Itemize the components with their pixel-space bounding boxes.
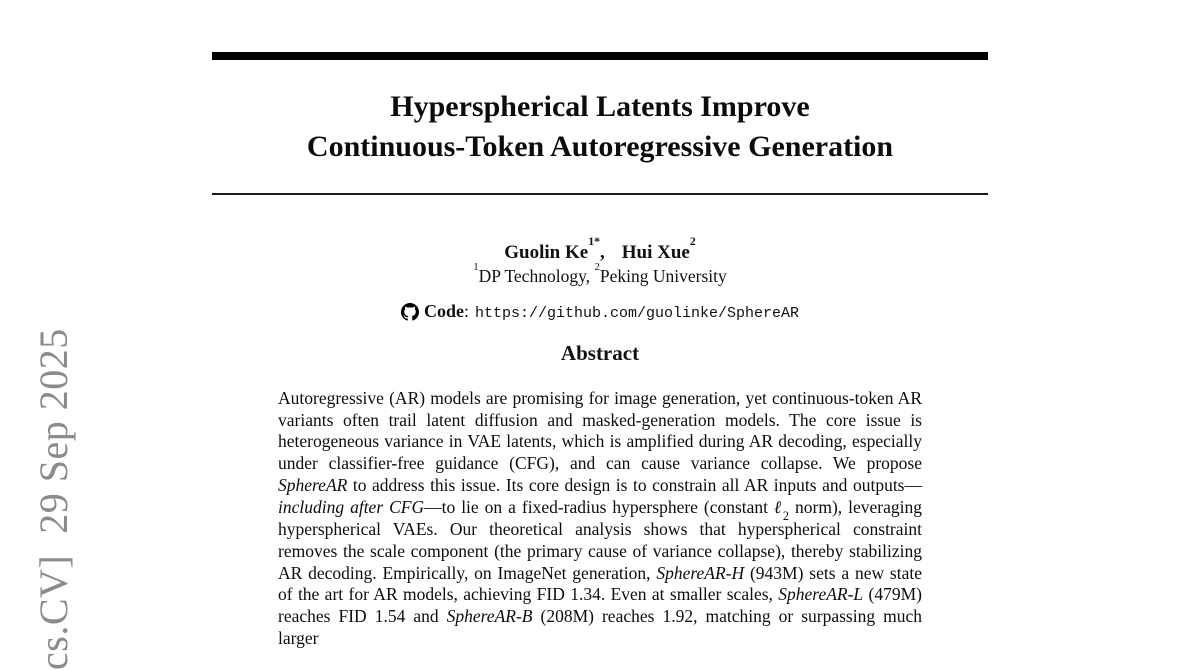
code-url[interactable]: https://github.com/guolinke/SphereAR	[474, 305, 800, 322]
affiliation-superscript: 2	[594, 261, 600, 274]
arxiv-watermark: cs.CV] 29 Sep 2025	[31, 328, 76, 670]
affiliation-text: DP Technology,	[478, 266, 595, 286]
abstract-segment: Autoregressive (AR) models are promising for image generation, yet continuous-token AR variants often trail latent diffusion and masked-generation models. The core issue is heterogeneous variance in VAE latents, which is amplified during AR decoding, especially under classifier-free guidance (CFG), and can cause variance collapse. We propose	[278, 388, 922, 474]
title-rule	[212, 193, 988, 195]
code-separator: :	[463, 301, 469, 321]
code-line	[212, 300, 988, 325]
author-separator: ,	[599, 242, 605, 263]
abstract-segment-italic: SphereAR-B	[446, 606, 533, 627]
abstract-segment: (479M) reaches FID 1.54 and	[278, 584, 922, 627]
author-name: Guolin Ke	[504, 242, 589, 263]
abstract-heading: Abstract	[560, 341, 640, 365]
author-superscript: 1*	[588, 235, 600, 249]
paper-page	[212, 0, 988, 649]
author-name: Hui Xue	[621, 242, 690, 263]
abstract-segment: to address this issue. Its core design is to constrain all AR inputs and outputs—	[347, 474, 922, 495]
affiliation-superscript: 1	[473, 261, 479, 274]
abstract-segment: (208M) reaches 1.92, matching or surpassing much larger	[278, 606, 922, 648]
paper-title	[212, 87, 988, 167]
abstract-segment-italic: SphereAR	[278, 474, 348, 495]
abstract-segment-italic: SphereAR-L	[778, 584, 864, 605]
title-line-1: Hyperspherical Latents Improve	[390, 90, 810, 123]
abstract-segment-italic: including after CFG	[278, 496, 425, 517]
affiliation-text: Peking University	[599, 266, 727, 286]
abstract-paragraph	[278, 388, 922, 649]
github-icon	[401, 303, 419, 321]
author-superscript: 2	[689, 235, 696, 249]
authors-line	[212, 235, 988, 264]
abstract-segment: —to lie on a fixed-radius hypersphere (constant	[424, 496, 775, 517]
abstract-segment: norm), leveraging hyperspherical VAEs. Our theoretical analysis shows that hyperspherical constraint removes the scale component (the primary cause of variance collapse), thereby stabilizing AR decoding. Empirically, on ImageNet generation,	[278, 496, 922, 583]
abstract-segment-italic: SphereAR-H	[656, 562, 745, 583]
ell-norm-subscript: 2	[782, 509, 790, 524]
title-line-2: Continuous-Token Autoregressive Generation	[306, 130, 894, 163]
abstract-segment: (943M) sets a new state of the art for AR models, achieving FID 1.34. Even at smaller scales,	[278, 562, 922, 605]
ell-norm-symbol: ℓ	[774, 497, 783, 518]
code-label: Code	[423, 301, 464, 321]
top-rule	[212, 52, 988, 60]
affiliation-line	[212, 261, 988, 287]
